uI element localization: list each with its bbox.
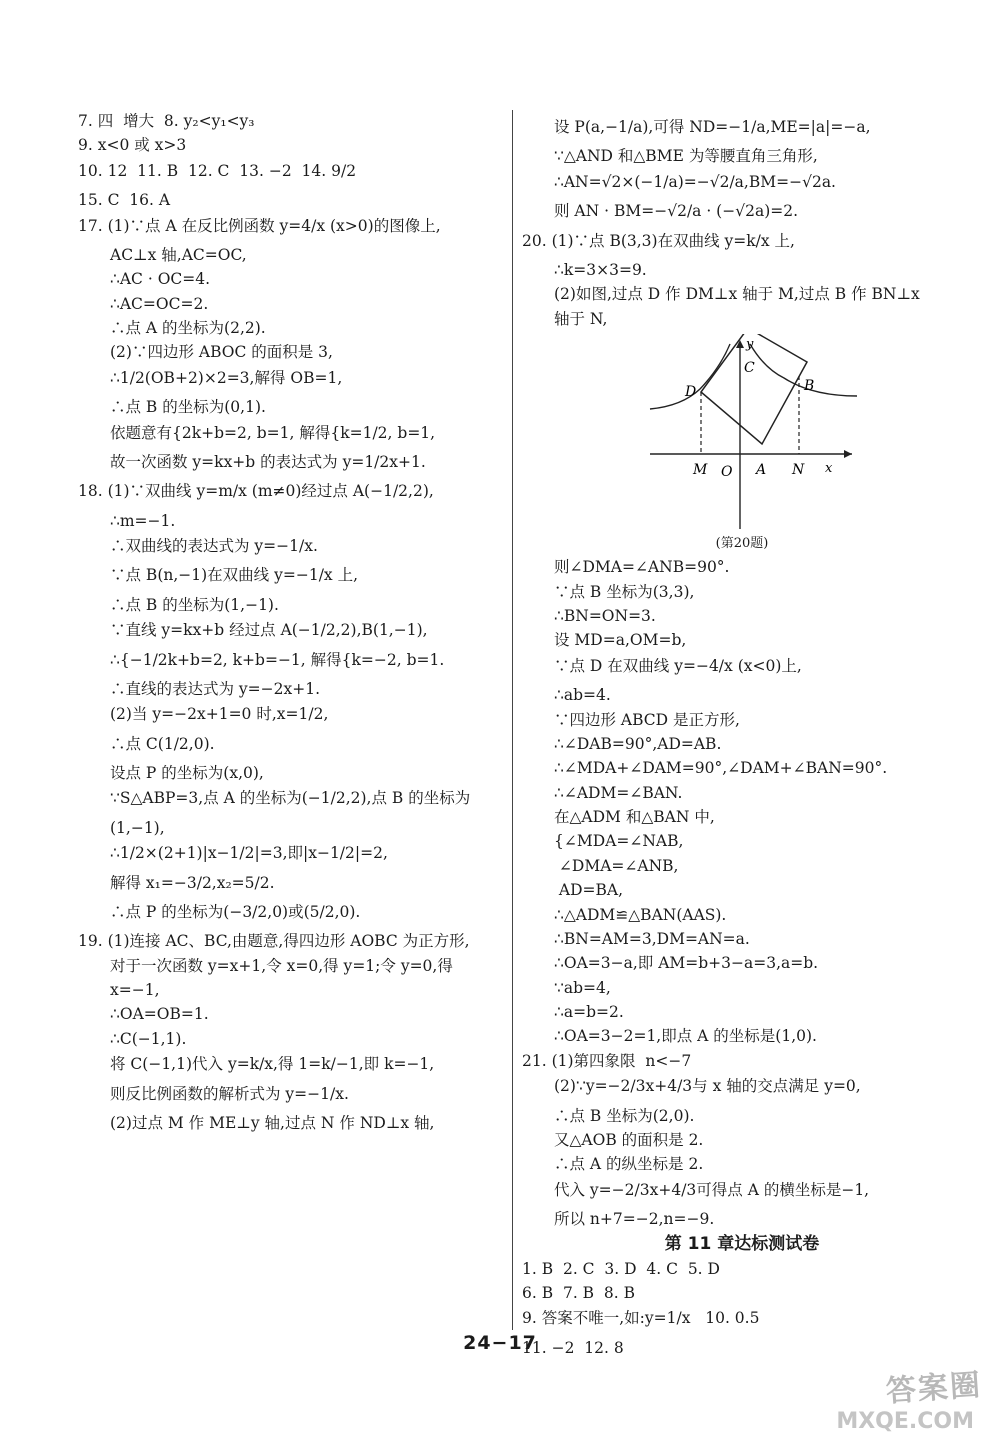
answer-line: 则反比例函数的解析式为 y=−1/x. xyxy=(110,1084,349,1103)
answer-line: ∵点 B 坐标为(3,3), xyxy=(554,582,695,601)
answer-line: ∴m=−1. xyxy=(110,511,176,530)
label-m: M xyxy=(693,462,708,478)
label-a: A xyxy=(756,462,767,478)
label-y: y xyxy=(746,337,754,352)
x-axis-arrow xyxy=(844,450,852,458)
answer-line: (2)∵y=−2/3x+4/3与 x 轴的交点满足 y=0, xyxy=(554,1077,861,1096)
answer-line: ∴BN=AM=3,DM=AN=a. xyxy=(554,929,750,948)
answer-line: 对于一次函数 y=x+1,令 x=0,得 y=1;令 y=0,得 xyxy=(110,956,453,975)
right-column-bottom xyxy=(522,558,962,1229)
answer-line: 15. C 16. A xyxy=(78,191,171,210)
label-n: N xyxy=(792,462,805,478)
label-c: C xyxy=(744,360,755,376)
right-column xyxy=(522,112,962,1363)
answer-line: ∵四边形 ABCD 是正方形, xyxy=(554,710,740,729)
answer-line: AD=BA, xyxy=(554,881,624,900)
answer-line: ∴k=3×3=9. xyxy=(554,260,647,279)
answer-line: (2)当 y=−2x+1=0 时,x=1/2, xyxy=(110,705,329,724)
answer-line: ∵直线 y=kx+b 经过点 A(−1/2,2),B(1,−1), xyxy=(110,621,428,640)
answer-line: (2)∵四边形 ABOC 的面积是 3, xyxy=(110,343,333,362)
answer-line: 则∠DMA=∠ANB=90°. xyxy=(554,558,730,577)
answer-line: 设 P(a,−1/a),可得 ND=−1/a,ME=|a|=−a, xyxy=(554,118,871,136)
answer-line: ∴双曲线的表达式为 y=−1/x. xyxy=(110,537,318,555)
left-column xyxy=(78,112,508,1138)
answer-line: ∵ab=4, xyxy=(554,978,611,997)
answer-line: ∴直线的表达式为 y=−2x+1. xyxy=(110,679,321,698)
square-hyperbola-diagram xyxy=(522,334,962,534)
answer-line: ∴点 A 的坐标为(2,2). xyxy=(110,319,266,337)
answer-line: ∴点 P 的坐标为(−3/2,0)或(5/2,0). xyxy=(110,902,361,921)
answer-line: ∴{−1/2k+b=2, k+b=−1, 解得{k=−2, b=1. xyxy=(110,650,445,669)
y-axis-arrow xyxy=(736,340,744,348)
answer-line: ∴C(−1,1). xyxy=(110,1029,187,1048)
answer-line: ∴点 C(1/2,0). xyxy=(110,734,215,753)
answer-line: ∵点 B(n,−1)在双曲线 y=−1/x 上, xyxy=(110,566,359,585)
answer-line: 轴于 N, xyxy=(554,309,608,328)
answer-line: 17. (1)∵点 A 在反比例函数 y=4/x (x>0)的图像上, xyxy=(78,216,441,235)
answer-line: 设 MD=a,OM=b, xyxy=(554,631,687,650)
answer-line: 所以 n+7=−2,n=−9. xyxy=(554,1210,715,1228)
answer-line: 9. x<0 或 x>3 xyxy=(78,136,187,155)
label-o: O xyxy=(721,464,733,480)
page-number: 24−17 xyxy=(463,1332,537,1354)
answer-line: 在△ADM 和△BAN 中, xyxy=(554,808,715,826)
answer-line: 18. (1)∵双曲线 y=m/x (m≠0)经过点 A(−1/2,2), xyxy=(78,482,434,501)
answer-line: ∴OA=3−2=1,即点 A 的坐标是(1,0). xyxy=(554,1027,817,1046)
figure-20 xyxy=(522,334,962,534)
answer-line: (2)如图,过点 D 作 DM⊥x 轴于 M,过点 B 作 BN⊥x xyxy=(554,285,920,304)
answer-line: 1. B 2. C 3. D 4. C 5. D xyxy=(522,1259,720,1278)
answer-line: 21. (1)第四象限 n<−7 xyxy=(522,1051,692,1070)
answer-line: 故一次函数 y=kx+b 的表达式为 y=1/2x+1. xyxy=(110,452,426,471)
answer-line: ∴∠DAB=90°,AD=AB. xyxy=(554,734,722,753)
answer-line: (2)过点 M 作 ME⊥y 轴,过点 N 作 ND⊥x 轴, xyxy=(110,1113,435,1132)
watermark-logo: 答案圈 xyxy=(884,1367,984,1410)
answer-line: ∴ab=4. xyxy=(554,686,611,705)
answer-line: (1,−1), xyxy=(110,818,165,837)
answer-line: 则 AN · BM=−√2/a · (−√2a)=2. xyxy=(554,202,799,221)
answer-line: 6. B 7. B 8. B xyxy=(522,1284,636,1302)
watermark-url: MXQE.COM xyxy=(836,1409,974,1434)
answer-line: ∴点 B 的坐标为(0,1). xyxy=(110,398,266,417)
answer-line: ∴点 B 坐标为(2,0). xyxy=(554,1106,695,1125)
column-divider xyxy=(512,110,513,1330)
section-title: 第 11 章达标测试卷 xyxy=(664,1234,820,1255)
answer-line: ∴OA=3−a,即 AM=b+3−a=3,a=b. xyxy=(554,954,819,973)
answer-line: 9. 答案不唯一,如:y=1/x 10. 0.5 xyxy=(522,1309,760,1328)
answer-line: ∴点 A 的纵坐标是 2. xyxy=(554,1155,704,1174)
figure-caption: (第20题) xyxy=(715,536,769,551)
answer-line: 19. (1)连接 AC、BC,由题意,得四边形 AOBC 为正方形, xyxy=(78,932,470,951)
answer-line: 11. −2 12. 8 xyxy=(522,1338,624,1357)
answer-line: 设点 P 的坐标为(x,0), xyxy=(110,764,264,782)
answer-line: AC⊥x 轴,AC=OC, xyxy=(110,245,247,264)
answer-line: ∴1/2×(2+1)|x−1/2|=3,即|x−1/2|=2, xyxy=(110,844,388,863)
answer-line: ∴a=b=2. xyxy=(554,1003,624,1021)
answer-line: ∴OA=OB=1. xyxy=(110,1005,209,1024)
answer-line: 又△AOB 的面积是 2. xyxy=(554,1130,704,1149)
answer-line: 将 C(−1,1)代入 y=k/x,得 1=k/−1,即 k=−1, xyxy=(110,1055,435,1074)
label-b: B xyxy=(804,378,815,394)
answer-line: ∴AC · OC=4. xyxy=(110,270,211,289)
answer-line: ∴AC=OC=2. xyxy=(110,294,209,313)
answer-line: ∵△AND 和△BME 为等腰直角三角形, xyxy=(554,147,818,166)
answer-line: 10. 12 11. B 12. C 13. −2 14. 9/2 xyxy=(78,161,357,180)
answer-line: 依题意有{2k+b=2, b=1, 解得{k=1/2, b=1, xyxy=(110,423,436,442)
answer-line: ∴∠ADM=∠BAN. xyxy=(554,783,683,802)
answer-line: ∠DMA=∠ANB, xyxy=(554,856,679,875)
answer-line: ∴AN=√2×(−1/a)=−√2/a,BM=−√2a. xyxy=(554,172,836,191)
answer-line: 解得 x₁=−3/2,x₂=5/2. xyxy=(110,873,275,892)
answer-line: x=−1, xyxy=(110,981,160,999)
answer-line: 代入 y=−2/3x+4/3可得点 A 的横坐标是−1, xyxy=(554,1180,870,1199)
answer-line: ∴BN=ON=3. xyxy=(554,607,656,625)
answer-line: ∵点 D 在双曲线 y=−4/x (x<0)上, xyxy=(554,656,802,675)
answer-line: ∴△ADM≌△BAN(AAS). xyxy=(554,905,727,924)
answer-line: ∴1/2(OB+2)×2=3,解得 OB=1, xyxy=(110,368,343,387)
answer-line: ∵S△ABP=3,点 A 的坐标为(−1/2,2),点 B 的坐标为 xyxy=(110,789,471,808)
label-d: D xyxy=(685,384,697,400)
right-column-top xyxy=(522,118,962,329)
answer-line: 20. (1)∵点 B(3,3)在双曲线 y=k/x 上, xyxy=(522,231,795,250)
answer-line: 7. 四 增大 8. y₂<y₁<y₃ xyxy=(78,112,255,130)
answer-line: ∴∠MDA+∠DAM=90°,∠DAM+∠BAN=90°. xyxy=(554,759,888,778)
answer-line: {∠MDA=∠NAB, xyxy=(554,832,684,851)
answer-line: ∴点 B 的坐标为(1,−1). xyxy=(110,595,279,614)
label-x: x xyxy=(825,461,833,476)
